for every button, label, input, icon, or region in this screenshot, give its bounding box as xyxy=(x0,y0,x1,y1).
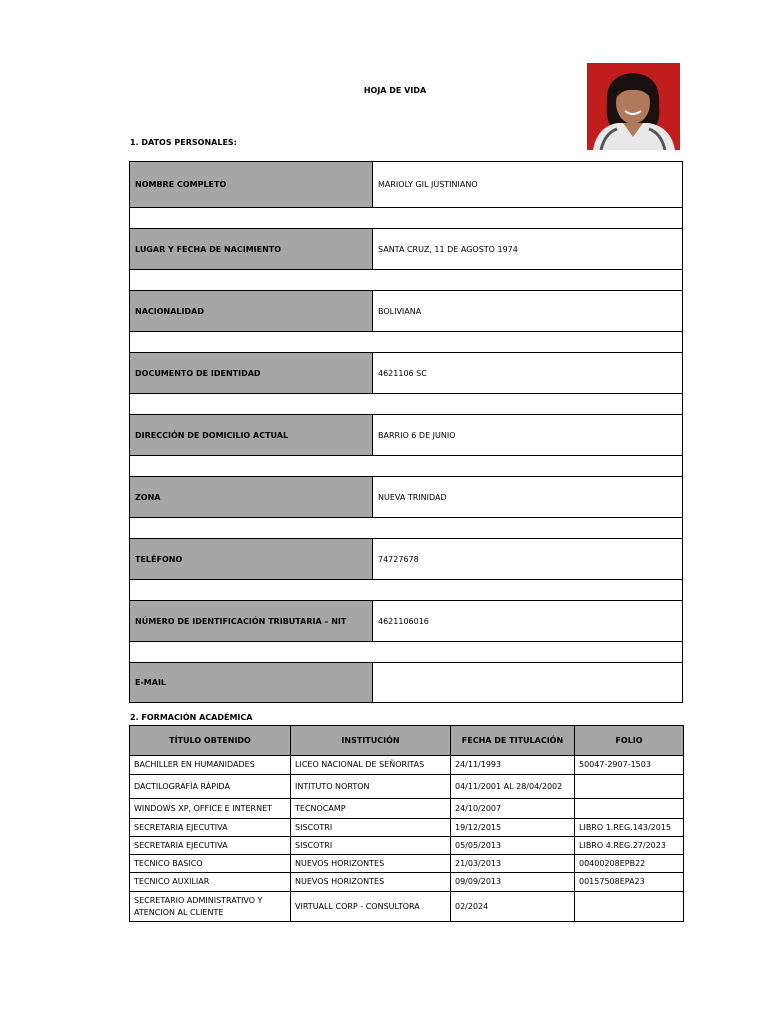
personal-value: 74727678 xyxy=(373,539,683,580)
table-cell xyxy=(575,892,684,922)
table-cell: TECNOCAMP xyxy=(291,799,451,819)
table-cell xyxy=(575,775,684,799)
personal-label: TELÉFONO xyxy=(130,539,373,580)
person-portrait-icon xyxy=(587,63,680,150)
personal-value: 4621106016 xyxy=(373,601,683,642)
table-row xyxy=(130,873,684,892)
table-cell: 02/2024 xyxy=(451,892,575,922)
table-cell: TECNICO BASICO xyxy=(130,855,291,873)
spacer-row xyxy=(130,270,683,291)
column-header: FOLIO xyxy=(575,726,684,756)
spacer-row xyxy=(130,332,683,353)
table-row xyxy=(130,819,684,837)
column-header: FECHA DE TITULACIÓN xyxy=(451,726,575,756)
spacer-row xyxy=(130,518,683,539)
table-cell: LIBRO 4.REG.27/2023 xyxy=(575,837,684,855)
spacer-row xyxy=(130,208,683,229)
personal-data-table xyxy=(129,161,683,703)
table-row xyxy=(130,775,684,799)
column-header: TÍTULO OBTENIDO xyxy=(130,726,291,756)
table-cell: NUEVOS HORIZONTES xyxy=(291,873,451,892)
personal-value: NUEVA TRINIDAD xyxy=(373,477,683,518)
table-cell: 04/11/2001 AL 28/04/2002 xyxy=(451,775,575,799)
spacer-row xyxy=(130,642,683,663)
personal-value: BOLIVIANA xyxy=(373,291,683,332)
table-cell: INTITUTO NORTON xyxy=(291,775,451,799)
table-row xyxy=(130,837,684,855)
personal-label: NACIONALIDAD xyxy=(130,291,373,332)
table-cell: 24/11/1993 xyxy=(451,756,575,775)
spacer-row xyxy=(130,580,683,601)
table-row xyxy=(130,799,684,819)
spacer-row xyxy=(130,456,683,477)
table-row xyxy=(130,892,684,922)
table-cell: SECRETARIA EJECUTIVA xyxy=(130,819,291,837)
table-row xyxy=(130,756,684,775)
academic-table xyxy=(129,725,684,922)
personal-value: MARIOLY GIL JUSTINIANO xyxy=(373,162,683,208)
personal-label: DOCUMENTO DE IDENTIDAD xyxy=(130,353,373,394)
table-cell: SISCOTRI xyxy=(291,837,451,855)
table-cell: 19/12/2015 xyxy=(451,819,575,837)
table-cell: SECRETARIO ADMINISTRATIVO Y ATENCION AL CLIENTE xyxy=(130,892,291,922)
personal-label: ZONA xyxy=(130,477,373,518)
table-cell: TECNICO AUXILIAR xyxy=(130,873,291,892)
table-cell: SISCOTRI xyxy=(291,819,451,837)
table-cell: BACHILLER EN HUMANIDADES xyxy=(130,756,291,775)
table-cell: 09/09/2013 xyxy=(451,873,575,892)
personal-label: NOMBRE COMPLETO xyxy=(130,162,373,208)
table-cell xyxy=(575,799,684,819)
column-header: INSTITUCIÓN xyxy=(291,726,451,756)
table-cell: 00400208EPB22 xyxy=(575,855,684,873)
section-academic-title: 2. FORMACIÓN ACADÉMICA xyxy=(130,713,253,722)
personal-value: SANTA CRUZ, 11 DE AGOSTO 1974 xyxy=(373,229,683,270)
personal-label: DIRECCIÓN DE DOMICILIO ACTUAL xyxy=(130,415,373,456)
table-row xyxy=(130,855,684,873)
table-cell: 24/10/2007 xyxy=(451,799,575,819)
personal-value: 4621106 SC xyxy=(373,353,683,394)
table-cell: 50047-2907-1503 xyxy=(575,756,684,775)
personal-value xyxy=(373,663,683,703)
personal-label: NÚMERO DE IDENTIFICACIÓN TRIBUTARIA – NIT xyxy=(130,601,373,642)
personal-label: E-MAIL xyxy=(130,663,373,703)
personal-label: LUGAR Y FECHA DE NACIMIENTO xyxy=(130,229,373,270)
table-cell: WINDOWS XP, OFFICE E INTERNET xyxy=(130,799,291,819)
spacer-row xyxy=(130,394,683,415)
table-cell: NUEVOS HORIZONTES xyxy=(291,855,451,873)
table-cell: 00157508EPA23 xyxy=(575,873,684,892)
personal-value: BARRIO 6 DE JUNIO xyxy=(373,415,683,456)
table-cell: VIRTUALL CORP - CONSULTORA xyxy=(291,892,451,922)
section-personal-title: 1. DATOS PERSONALES: xyxy=(130,138,237,147)
table-cell: 05/05/2013 xyxy=(451,837,575,855)
table-cell: LICEO NACIONAL DE SEÑORITAS xyxy=(291,756,451,775)
document-title: HOJA DE VIDA xyxy=(363,86,427,95)
table-cell: 21/03/2013 xyxy=(451,855,575,873)
table-cell: DACTILOGRAFÍA RÁPIDA xyxy=(130,775,291,799)
table-cell: LIBRO 1.REG.143/2015 xyxy=(575,819,684,837)
profile-photo xyxy=(587,63,680,150)
table-cell: SECRETARIA EJECUTIVA xyxy=(130,837,291,855)
